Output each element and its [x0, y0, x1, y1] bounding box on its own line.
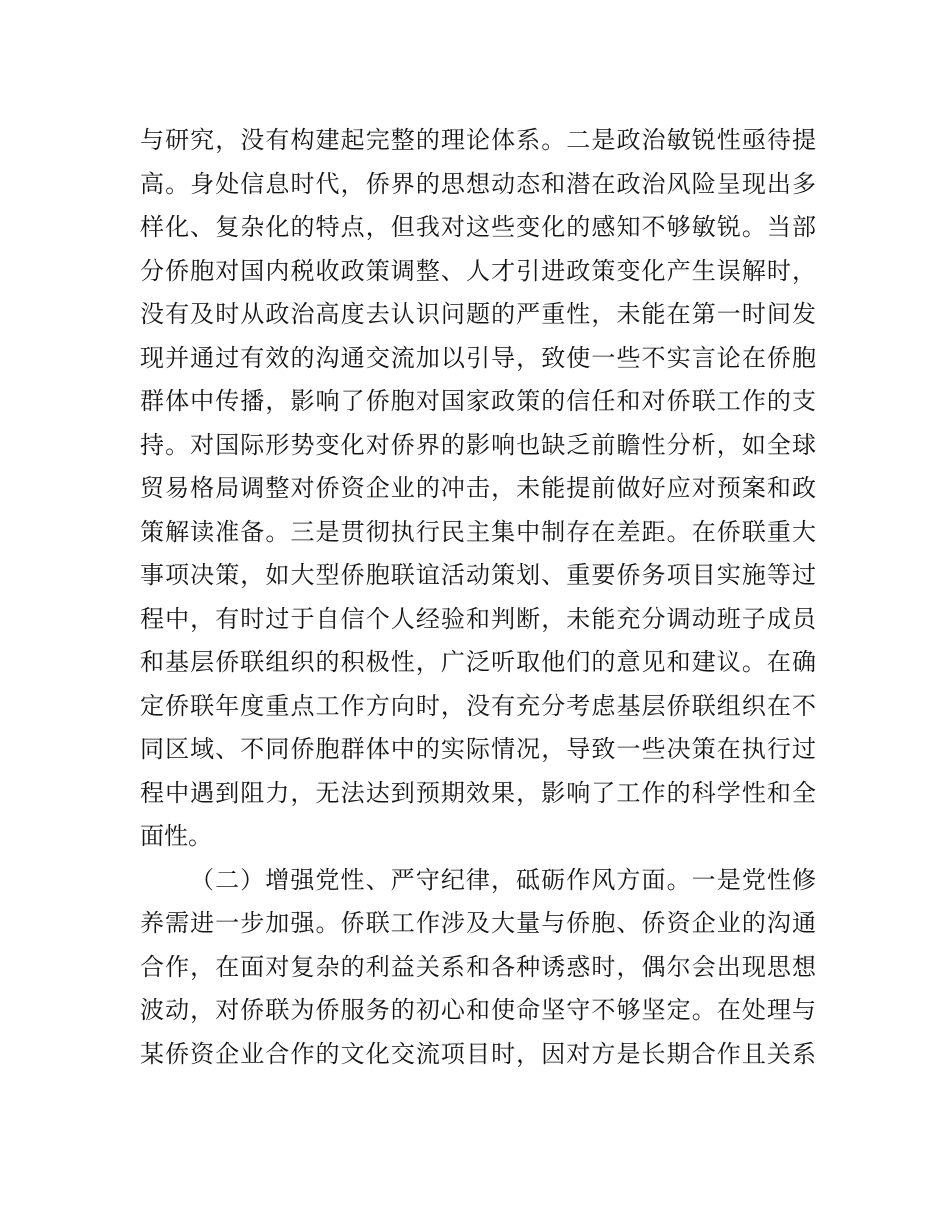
text-line: 波动，对侨联为侨服务的初心和使命坚守不够坚定。在处理与	[140, 998, 816, 1024]
text-line: （二）增强党性、严守纪律，砥砺作风方面。一是党性修	[190, 867, 816, 894]
text-line: 某侨资企业合作的文化交流项目时，因对方是长期合作且关系	[140, 1041, 816, 1068]
text-line: 现并通过有效的沟通交流加以引导，致使一些不实言论在侨胞	[140, 345, 816, 372]
paragraph	[140, 120, 816, 860]
text-line: 分侨胞对国内税收政策调整、人才引进政策变化产生误解时，	[140, 258, 816, 285]
text-line: 程中遇到阻力，无法达到预期效果，影响了工作的科学性和全	[140, 780, 816, 807]
text-line: 合作，在面对复杂的利益关系和各种诱惑时，偶尔会出现思想	[140, 954, 816, 981]
text-line: 事项决策，如大型侨胞联谊活动策划、重要侨务项目实施等过	[140, 563, 816, 589]
text-line: 与研究，没有构建起完整的理论体系。二是政治敏锐性亟待提	[140, 128, 816, 154]
text-line: 持。对国际形势变化对侨界的影响也缺乏前瞻性分析，如全球	[140, 432, 816, 459]
text-line: 样化、复杂化的特点，但我对这些变化的感知不够敏锐。当部	[140, 215, 816, 241]
text-line: 面性。	[140, 824, 212, 850]
paragraph	[140, 860, 816, 1078]
text-line: 定侨联年度重点工作方向时，没有充分考虑基层侨联组织在不	[140, 693, 816, 720]
text-line: 高。身处信息时代，侨界的思想动态和潜在政治风险呈现出多	[140, 171, 816, 198]
text-line: 没有及时从政治高度去认识问题的严重性，未能在第一时间发	[140, 302, 816, 328]
text-line: 群体中传播，影响了侨胞对国家政策的信任和对侨联工作的支	[140, 389, 816, 415]
text-line: 程中，有时过于自信个人经验和判断，未能充分调动班子成员	[140, 606, 816, 633]
text-line: 养需进一步加强。侨联工作涉及大量与侨胞、侨资企业的沟通	[140, 911, 816, 937]
text-line: 策解读准备。三是贯彻执行民主集中制存在差距。在侨联重大	[140, 519, 816, 546]
text-line: 贸易格局调整对侨资企业的冲击，未能提前做好应对预案和政	[140, 476, 816, 502]
document-body	[140, 120, 816, 1077]
text-line: 同区域、不同侨胞群体中的实际情况，导致一些决策在执行过	[140, 737, 816, 763]
text-line: 和基层侨联组织的积极性，广泛听取他们的意见和建议。在确	[140, 650, 816, 676]
